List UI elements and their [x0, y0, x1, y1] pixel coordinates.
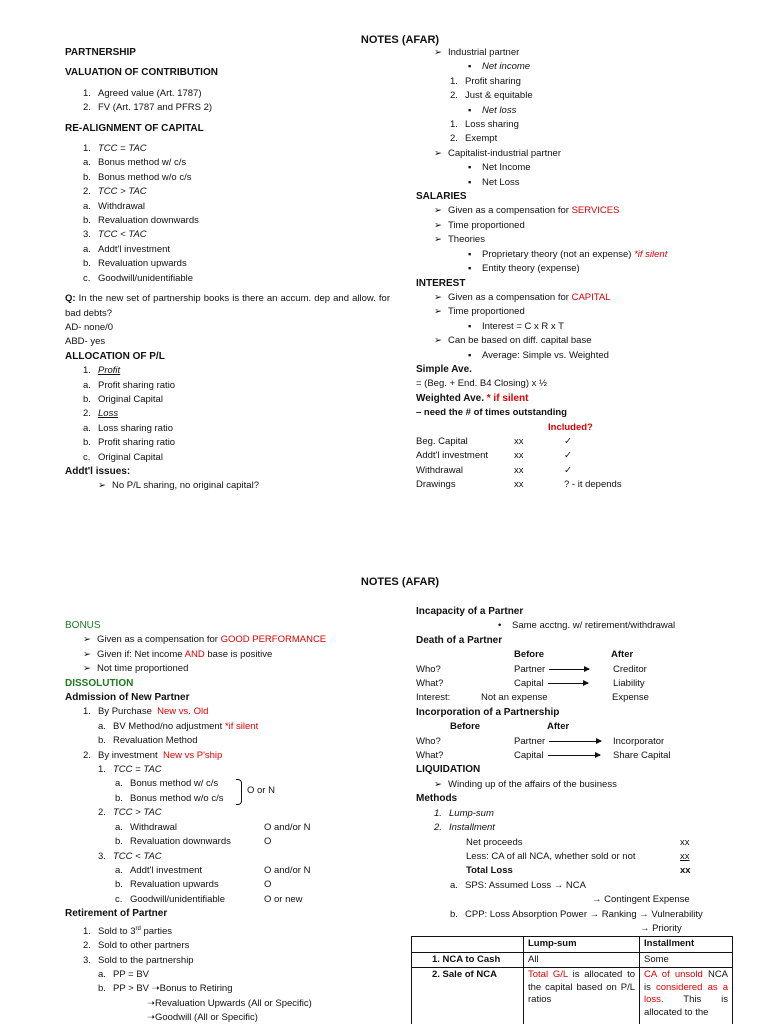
table-row: [412, 968, 733, 1024]
liquidation-table: [411, 936, 733, 1024]
total-loss-row: Total Loss xx: [466, 865, 691, 877]
list-item: ▪ Entity theory (expense): [468, 263, 580, 275]
section-heading-death: Death of a Partner: [416, 634, 503, 646]
answer-ad: AD- none/0: [65, 321, 114, 333]
list-item: ➢ Given as a compensation for GOOD PERFORMANCE: [83, 634, 327, 646]
section-heading-liquidation: LIQUIDATION: [416, 764, 481, 776]
right-arrow-icon: [548, 755, 600, 756]
right-arrow-icon: [549, 669, 589, 670]
list-item: a. PP = BV: [98, 968, 150, 980]
section-heading-salaries: SALARIES: [416, 191, 467, 203]
list-item: a. Profit sharing ratio: [83, 379, 176, 391]
table-row: [412, 937, 733, 953]
list-item: b. Revaluation downwards O: [115, 836, 272, 848]
section-heading-interest: INTEREST: [416, 277, 466, 289]
list-item: c. Original Capital: [83, 451, 163, 463]
left-column: [65, 619, 390, 1024]
section-heading-admission: Admission of New Partner: [65, 692, 190, 704]
list-item: ➢ Given if: Net income AND base is positive: [83, 648, 273, 660]
list-item: 1. TCC = TAC: [98, 764, 162, 776]
list-item: ▪ Interest = C x R x T: [468, 320, 564, 332]
page-title: NOTES (AFAR): [360, 576, 440, 588]
list-item: b. Revaluation Method: [98, 735, 198, 747]
table-row: Drawings xx ? - it depends: [416, 479, 622, 491]
question: Q: In the new set of partnership books is there an accum. dep and allow. for bad debts?: [65, 293, 390, 319]
list-item: 2. TCC > TAC: [98, 807, 162, 819]
list-item: 2. Just & equitable: [450, 90, 533, 102]
section-heading-methods: Methods: [416, 793, 458, 805]
list-item: ➢ Time proportioned: [434, 306, 525, 318]
list-item: b. Revaluation upwards O: [115, 879, 272, 891]
list-item: 3. Sold to the partnership: [83, 954, 194, 966]
table-row: Beg. Capital xx ✓: [416, 435, 572, 447]
list-item: ➢ Winding up of the affairs of the business: [434, 778, 617, 790]
list-item: ➢ Theories: [434, 234, 485, 246]
list-item: a. SPS: Assumed Loss → NCA: [450, 879, 586, 891]
notes-page-2: [0, 540, 768, 1024]
list-item: b. CPP: Loss Absorption Power → Ranking → Vulnerability: [450, 908, 703, 920]
list-item: ▪ Net income: [468, 61, 531, 73]
list-item: 1. Agreed value (Art. 1787): [83, 87, 202, 99]
list-item: ▪ Proprietary theory (not an expense) *if silent: [468, 248, 668, 260]
list-item: ➢ Time proportioned: [434, 219, 525, 231]
list-item: ➢ Can be based on diff. capital base: [434, 335, 592, 347]
list-item: ➝Revaluation Upwards (All or Specific): [147, 997, 312, 1009]
table-row: [412, 952, 733, 968]
section-heading-simple-ave: Simple Ave.: [416, 363, 472, 375]
list-item: ➢ Industrial partner: [434, 47, 520, 58]
list-item: 1. By Purchase New vs. Old: [83, 706, 209, 718]
table-cell: Some: [640, 952, 733, 968]
table-row: What? Capital Liability: [416, 678, 645, 690]
list-item: ▪ Net Income: [468, 162, 531, 174]
list-item: 1. Loss sharing: [450, 119, 519, 131]
list-item: b. Revaluation upwards: [83, 258, 187, 270]
section-heading-realignment: RE-ALIGNMENT OF CAPITAL: [65, 122, 204, 134]
list-item: ➢ Capitalist-industrial partner: [434, 147, 561, 159]
table-row: Who? Partner Creditor: [416, 663, 647, 675]
list-item: 2. FV (Art. 1787 and PFRS 2): [83, 102, 213, 114]
list-item: a. Withdrawal: [83, 200, 145, 212]
list-item: b. Profit sharing ratio: [83, 437, 176, 449]
table-cell: [412, 937, 524, 953]
death-table: [416, 663, 746, 706]
list-item: 1. Profit: [83, 365, 121, 377]
list-item: b. PP > BV ➝Bonus to Retiring: [98, 983, 233, 995]
list-item: 1. Lump-sum: [434, 807, 494, 819]
investment-list: [65, 763, 390, 907]
list-item: 2. Loss: [83, 408, 119, 420]
simple-ave-formula: = (Beg. + End. B4 Closing) x ½: [416, 378, 547, 390]
table-cell: All: [524, 952, 640, 968]
section-heading-incapacity: Incapacity of a Partner: [416, 606, 524, 617]
list-item: a. Addt'l investment: [83, 243, 171, 255]
list-item: • Same acctng. w/ retirement/withdrawal: [498, 620, 676, 632]
list-item: ➢ No P/L sharing, no original capital?: [98, 480, 259, 492]
list-item: 2. Exempt: [450, 133, 498, 145]
section-heading-incorporation: Incorporation of a Partnership: [416, 706, 560, 718]
list-item: 3. TCC < TAC: [98, 850, 162, 862]
section-heading-valuation: VALUATION OF CONTRIBUTION: [65, 67, 218, 79]
section-heading-bonus: BONUS: [65, 620, 101, 631]
list-item: 2. Installment: [434, 822, 495, 834]
page-title: NOTES (AFAR): [360, 34, 440, 46]
alloc-list: [65, 364, 390, 465]
list-item: a. Bonus method w/ c/s: [83, 157, 187, 169]
right-arrow-icon: [549, 741, 601, 742]
list-item: ➢ Given as a compensation for CAPITAL: [434, 291, 611, 303]
list-item: → Priority: [640, 922, 682, 934]
table-row: Addt'l investment xx ✓: [416, 450, 572, 462]
list-item: 1. Sold to 3rd parties: [83, 925, 172, 937]
list-item: a. BV Method/no adjustment *if silent: [98, 720, 259, 732]
table-cell: 1. NCA to Cash: [412, 952, 524, 968]
included-table: [416, 435, 746, 493]
section-heading-addtl-issues: Addt'l issues:: [65, 465, 131, 477]
list-item: a. Loss sharing ratio: [83, 422, 173, 434]
table-cell: 2. Sale of NCA: [412, 968, 524, 1024]
incorp-table: [416, 735, 746, 764]
list-item: b. Revaluation downwards: [83, 215, 199, 227]
right-column: [416, 605, 746, 936]
table-header: Lump-sum: [524, 937, 640, 953]
answer-abd: ABD- yes: [65, 336, 106, 348]
table-row: Who? Partner Incorporator: [416, 735, 665, 747]
list-item: ▪ Average: Simple vs. Weighted: [468, 349, 609, 361]
table-row: What? Capital Share Capital: [416, 750, 671, 762]
section-heading-dissolution: DISSOLUTION: [65, 677, 134, 689]
realign-list: [65, 142, 390, 286]
table-cell: CA of unsold NCA is considered as a loss. This is allocated to the: [640, 968, 733, 1024]
list-item: 2. By investment New vs P'ship: [83, 749, 223, 761]
right-arrow-icon: [548, 683, 588, 684]
net-proceeds-row: Net proceeds xx: [466, 836, 690, 848]
list-item: b. Original Capital: [83, 393, 163, 405]
table-row: Interest: Not an expense Expense: [416, 692, 649, 704]
before-after-header: Before After: [450, 721, 570, 733]
list-item: 3. TCC < TAC: [83, 229, 147, 241]
table-cell: Total G/L is allocated to the capital based on P/L ratios: [524, 968, 640, 1024]
section-heading-retirement: Retirement of Partner: [65, 908, 168, 920]
section-heading-allocation: ALLOCATION OF P/L: [65, 350, 165, 362]
list-item: 1. Profit sharing: [450, 75, 521, 87]
weighted-ave-note: – need the # of times outstanding: [416, 407, 567, 419]
list-item: → Contingent Expense: [592, 894, 690, 906]
list-item: 2. Sold to other partners: [83, 940, 190, 952]
list-item: b. Bonus method w/o c/s: [83, 171, 192, 183]
list-item: 2. TCC > TAC: [83, 186, 147, 198]
list-item: a. Addt'l investment O and/or N: [115, 864, 311, 876]
o-or-n-label: O or N: [247, 785, 275, 797]
before-after-header: Before After: [514, 649, 634, 661]
less-ca-row: Less: CA of all NCA, whether sold or not xx: [466, 850, 690, 862]
list-item: a. Withdrawal O and/or N: [115, 821, 311, 833]
list-item: c. Goodwill/unidentifiable O or new: [115, 893, 303, 905]
table-header: Installment: [640, 937, 733, 953]
list-item: ➝Goodwill (All or Specific): [147, 1012, 258, 1024]
included-header: Included?: [548, 421, 593, 433]
list-item: c. Goodwill/unidentifiable: [83, 272, 194, 284]
list-item: ➢ Given as a compensation for SERVICES: [434, 205, 620, 217]
list-item: a. Bonus method w/ c/s: [115, 778, 219, 790]
list-item: ➢ Not time proportioned: [83, 663, 189, 675]
section-heading-weighted-ave: Weighted Ave. * if silent: [416, 392, 529, 404]
left-column: [65, 46, 390, 494]
right-column: [416, 46, 746, 493]
list-item: ▪ Net loss: [468, 104, 517, 116]
section-heading-partnership: PARTNERSHIP: [65, 47, 136, 58]
table-row: Withdrawal xx ✓: [416, 464, 572, 476]
list-item: b. Bonus method w/o c/s: [115, 792, 224, 804]
list-item: 1. TCC = TAC: [83, 143, 147, 155]
list-item: ▪ Net Loss: [468, 176, 520, 188]
